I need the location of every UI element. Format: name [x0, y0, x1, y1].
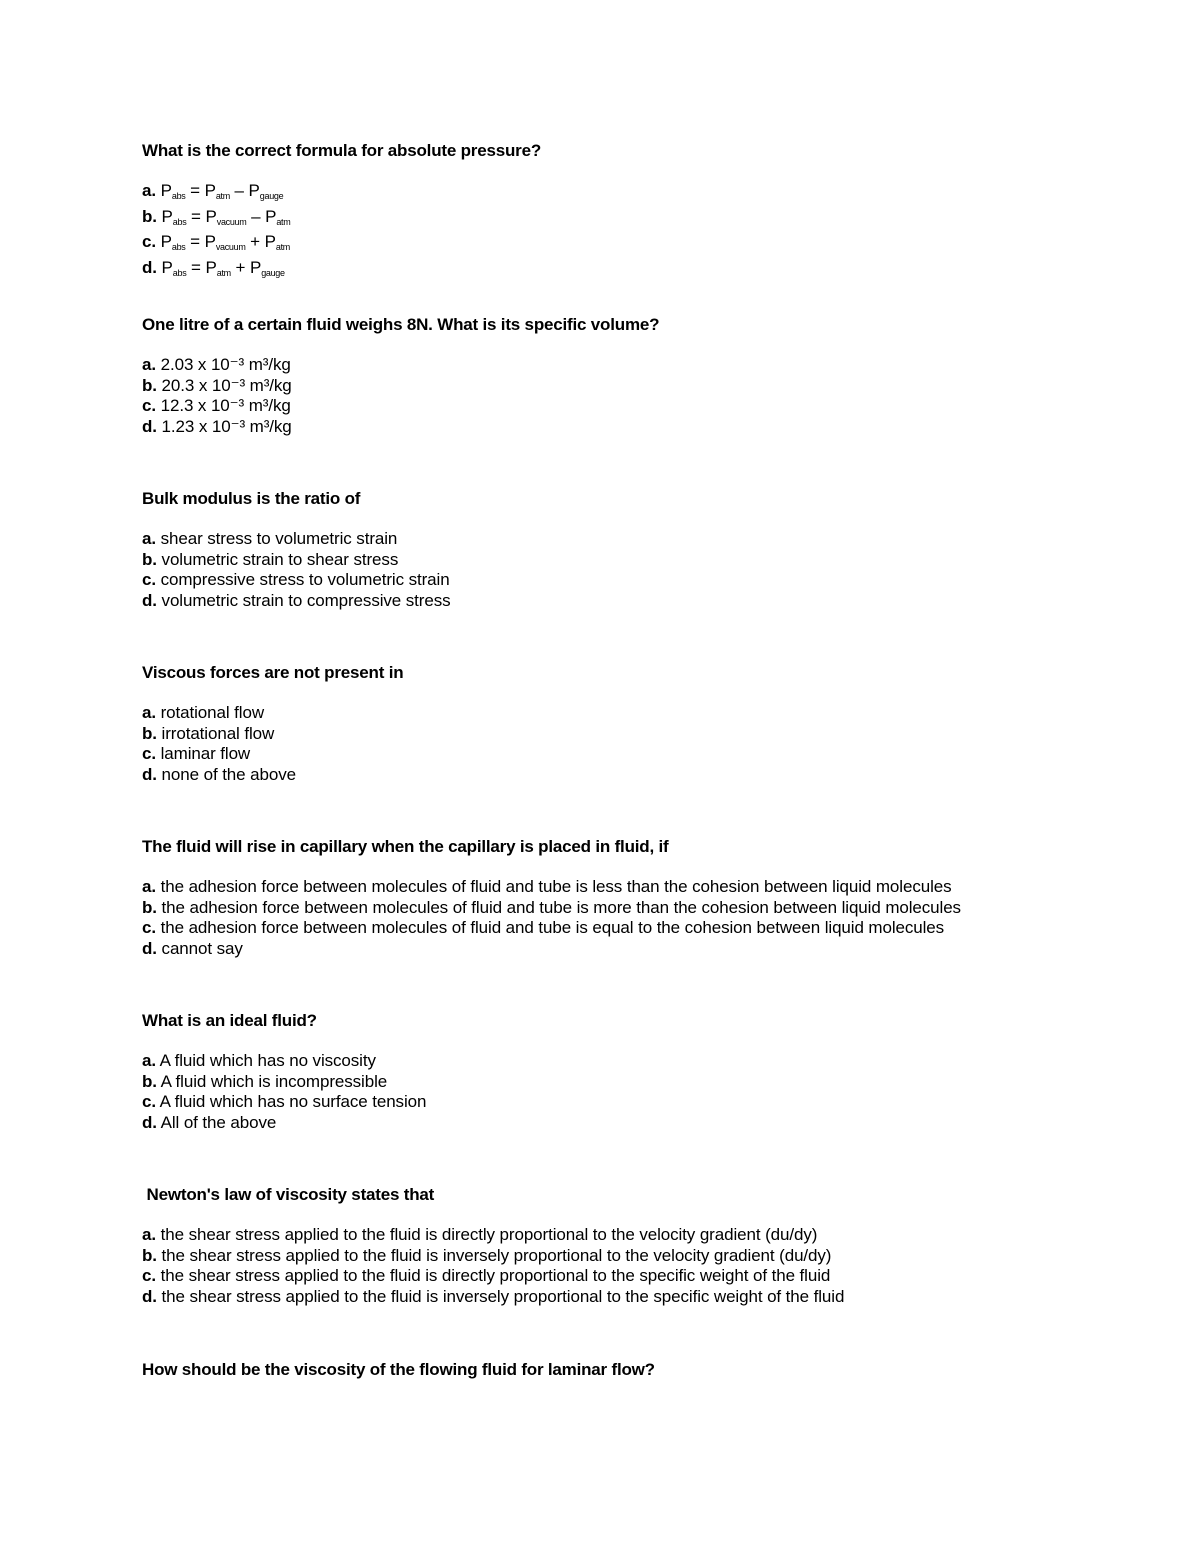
option-letter: d.	[142, 1286, 157, 1306]
option-text: A fluid which has no surface tension	[159, 1092, 427, 1111]
option-b	[142, 376, 1142, 397]
option-c	[142, 396, 1142, 417]
option-text: 2.03 x 10⁻³ m³/kg	[160, 355, 291, 374]
formula-operator: –	[246, 206, 266, 226]
formula-symbol: P	[161, 206, 173, 226]
formula-symbol: P	[264, 232, 276, 251]
formula-subscript: atm	[276, 216, 291, 227]
option-b	[142, 1072, 1142, 1093]
option-text: irrotational flow	[161, 723, 275, 743]
formula-operator: +	[245, 232, 265, 251]
formula-subscript: vacuum	[215, 242, 246, 252]
question-text: Bulk modulus is the ratio of	[142, 489, 361, 508]
option-b	[142, 724, 1142, 745]
option-a	[142, 181, 1142, 207]
option-letter: d.	[142, 416, 157, 436]
option-c	[142, 232, 1142, 258]
option-a	[142, 355, 1142, 376]
option-list	[142, 1225, 1142, 1307]
question-7	[142, 1184, 1142, 1307]
formula-symbol: P	[205, 257, 217, 277]
option-list	[142, 703, 1142, 785]
option-d	[142, 1113, 1142, 1134]
formula-symbol: P	[204, 232, 216, 251]
option-text: laminar flow	[160, 744, 251, 763]
option-letter: a.	[142, 1225, 156, 1244]
option-d	[142, 258, 1142, 284]
formula-operator: –	[229, 181, 249, 200]
formula-symbol: P	[265, 206, 277, 226]
option-letter: a.	[142, 181, 156, 200]
formula-subscript: atm	[215, 191, 230, 201]
option-letter: c.	[142, 1266, 156, 1285]
formula-symbol: P	[249, 257, 262, 277]
formula-subscript: abs	[172, 267, 187, 278]
question-text: The fluid will rise in capillary when the capillary is placed in fluid, if	[142, 837, 669, 856]
option-letter: c.	[142, 570, 156, 589]
option-d	[142, 765, 1142, 786]
option-d	[142, 1287, 1142, 1308]
option-letter: d.	[142, 590, 157, 610]
option-letter: a.	[142, 1051, 156, 1070]
option-letter: c.	[142, 918, 156, 937]
option-b	[142, 898, 1142, 919]
option-text: none of the above	[161, 764, 296, 784]
formula-subscript: gauge	[261, 267, 285, 278]
option-letter: d.	[142, 1112, 157, 1132]
option-letter: c.	[142, 232, 156, 251]
formula-symbol: P	[160, 181, 172, 200]
option-c	[142, 1266, 1142, 1287]
option-text: the shear stress applied to the fluid is inversely proportional to the velocity gradient (du/dy)	[161, 1245, 832, 1265]
question-6	[142, 1010, 1142, 1133]
option-a	[142, 1225, 1142, 1246]
option-text: the shear stress applied to the fluid is directly proportional to the velocity gradient (du/dy)	[160, 1225, 818, 1244]
option-letter: a.	[142, 355, 156, 374]
option-list	[142, 1051, 1142, 1133]
option-b	[142, 207, 1142, 233]
question-text: What is an ideal fluid?	[142, 1011, 317, 1030]
option-a	[142, 1051, 1142, 1072]
option-letter: b.	[142, 1071, 157, 1091]
formula-symbol: P	[248, 181, 260, 200]
option-text: 20.3 x 10⁻³ m³/kg	[161, 375, 292, 395]
option-letter: b.	[142, 549, 157, 569]
option-letter: c.	[142, 1092, 156, 1111]
question-text: Viscous forces are not present in	[142, 663, 404, 682]
option-text: All of the above	[160, 1112, 277, 1132]
option-text: shear stress to volumetric strain	[160, 529, 398, 548]
option-letter: b.	[142, 897, 157, 917]
formula-operator: =	[186, 206, 206, 226]
question-text: What is the correct formula for absolute pressure?	[142, 141, 542, 160]
option-text: 12.3 x 10⁻³ m³/kg	[160, 396, 291, 415]
option-b	[142, 550, 1142, 571]
option-text: compressive stress to volumetric strain	[160, 570, 450, 589]
option-list	[142, 181, 1142, 283]
option-letter: a.	[142, 703, 156, 722]
option-text: the adhesion force between molecules of fluid and tube is equal to the cohesion between liquid molecules	[160, 918, 945, 937]
option-letter: b.	[142, 1245, 157, 1265]
formula-operator: =	[185, 181, 205, 200]
option-text: cannot say	[161, 938, 243, 958]
question-text: One litre of a certain fluid weighs 8N. What is its specific volume?	[142, 315, 660, 334]
option-list	[142, 529, 1142, 611]
option-d	[142, 417, 1142, 438]
option-d	[142, 939, 1142, 960]
option-list	[142, 355, 1142, 437]
option-letter: d.	[142, 764, 157, 784]
formula-subscript: atm	[275, 242, 290, 252]
option-a	[142, 529, 1142, 550]
formula-operator: =	[186, 257, 206, 277]
option-c	[142, 918, 1142, 939]
formula-operator: =	[185, 232, 205, 251]
option-c	[142, 570, 1142, 591]
formula-operator: +	[230, 257, 250, 277]
question-3	[142, 488, 1142, 611]
option-list	[142, 877, 1142, 959]
option-text: A fluid which has no viscosity	[159, 1051, 376, 1070]
option-letter: a.	[142, 877, 156, 896]
formula-subscript: abs	[172, 216, 187, 227]
option-letter: a.	[142, 529, 156, 548]
question-8	[142, 1359, 1142, 1381]
question-text: How should be the viscosity of the flowing fluid for laminar flow?	[142, 1360, 655, 1379]
question-text: Newton's law of viscosity states that	[142, 1185, 435, 1204]
option-text: A fluid which is incompressible	[160, 1071, 388, 1091]
option-text: volumetric strain to compressive stress	[161, 590, 451, 610]
option-letter: c.	[142, 396, 156, 415]
option-c	[142, 744, 1142, 765]
option-text: rotational flow	[160, 703, 264, 722]
option-a	[142, 703, 1142, 724]
question-1	[142, 140, 1142, 283]
option-text: 1.23 x 10⁻³ m³/kg	[161, 416, 292, 436]
option-letter: c.	[142, 744, 156, 763]
formula-subscript: atm	[216, 267, 231, 278]
formula-symbol: P	[205, 206, 217, 226]
option-text: the shear stress applied to the fluid is directly proportional to the specific weight of the fluid	[160, 1266, 831, 1285]
formula-subscript: gauge	[259, 191, 284, 201]
formula-symbol: P	[160, 232, 172, 251]
question-2	[142, 314, 1142, 437]
option-d	[142, 591, 1142, 612]
option-b	[142, 1246, 1142, 1267]
option-letter: b.	[142, 206, 157, 226]
option-text: the adhesion force between molecules of fluid and tube is more than the cohesion between liquid molecules	[161, 897, 961, 917]
option-text: the shear stress applied to the fluid is inversely proportional to the specific weight of the fluid	[161, 1286, 845, 1306]
formula-symbol: P	[161, 257, 173, 277]
option-text: the adhesion force between molecules of fluid and tube is less than the cohesion between liquid molecules	[160, 877, 952, 896]
option-letter: b.	[142, 375, 157, 395]
formula-subscript: abs	[171, 191, 186, 201]
question-5	[142, 836, 1142, 959]
option-letter: d.	[142, 257, 157, 277]
option-c	[142, 1092, 1142, 1113]
option-text: volumetric strain to shear stress	[161, 549, 399, 569]
option-a	[142, 877, 1142, 898]
formula-subscript: abs	[171, 242, 186, 252]
formula-symbol: P	[204, 181, 216, 200]
option-letter: d.	[142, 938, 157, 958]
option-letter: b.	[142, 723, 157, 743]
question-4	[142, 662, 1142, 785]
formula-subscript: vacuum	[216, 216, 247, 227]
